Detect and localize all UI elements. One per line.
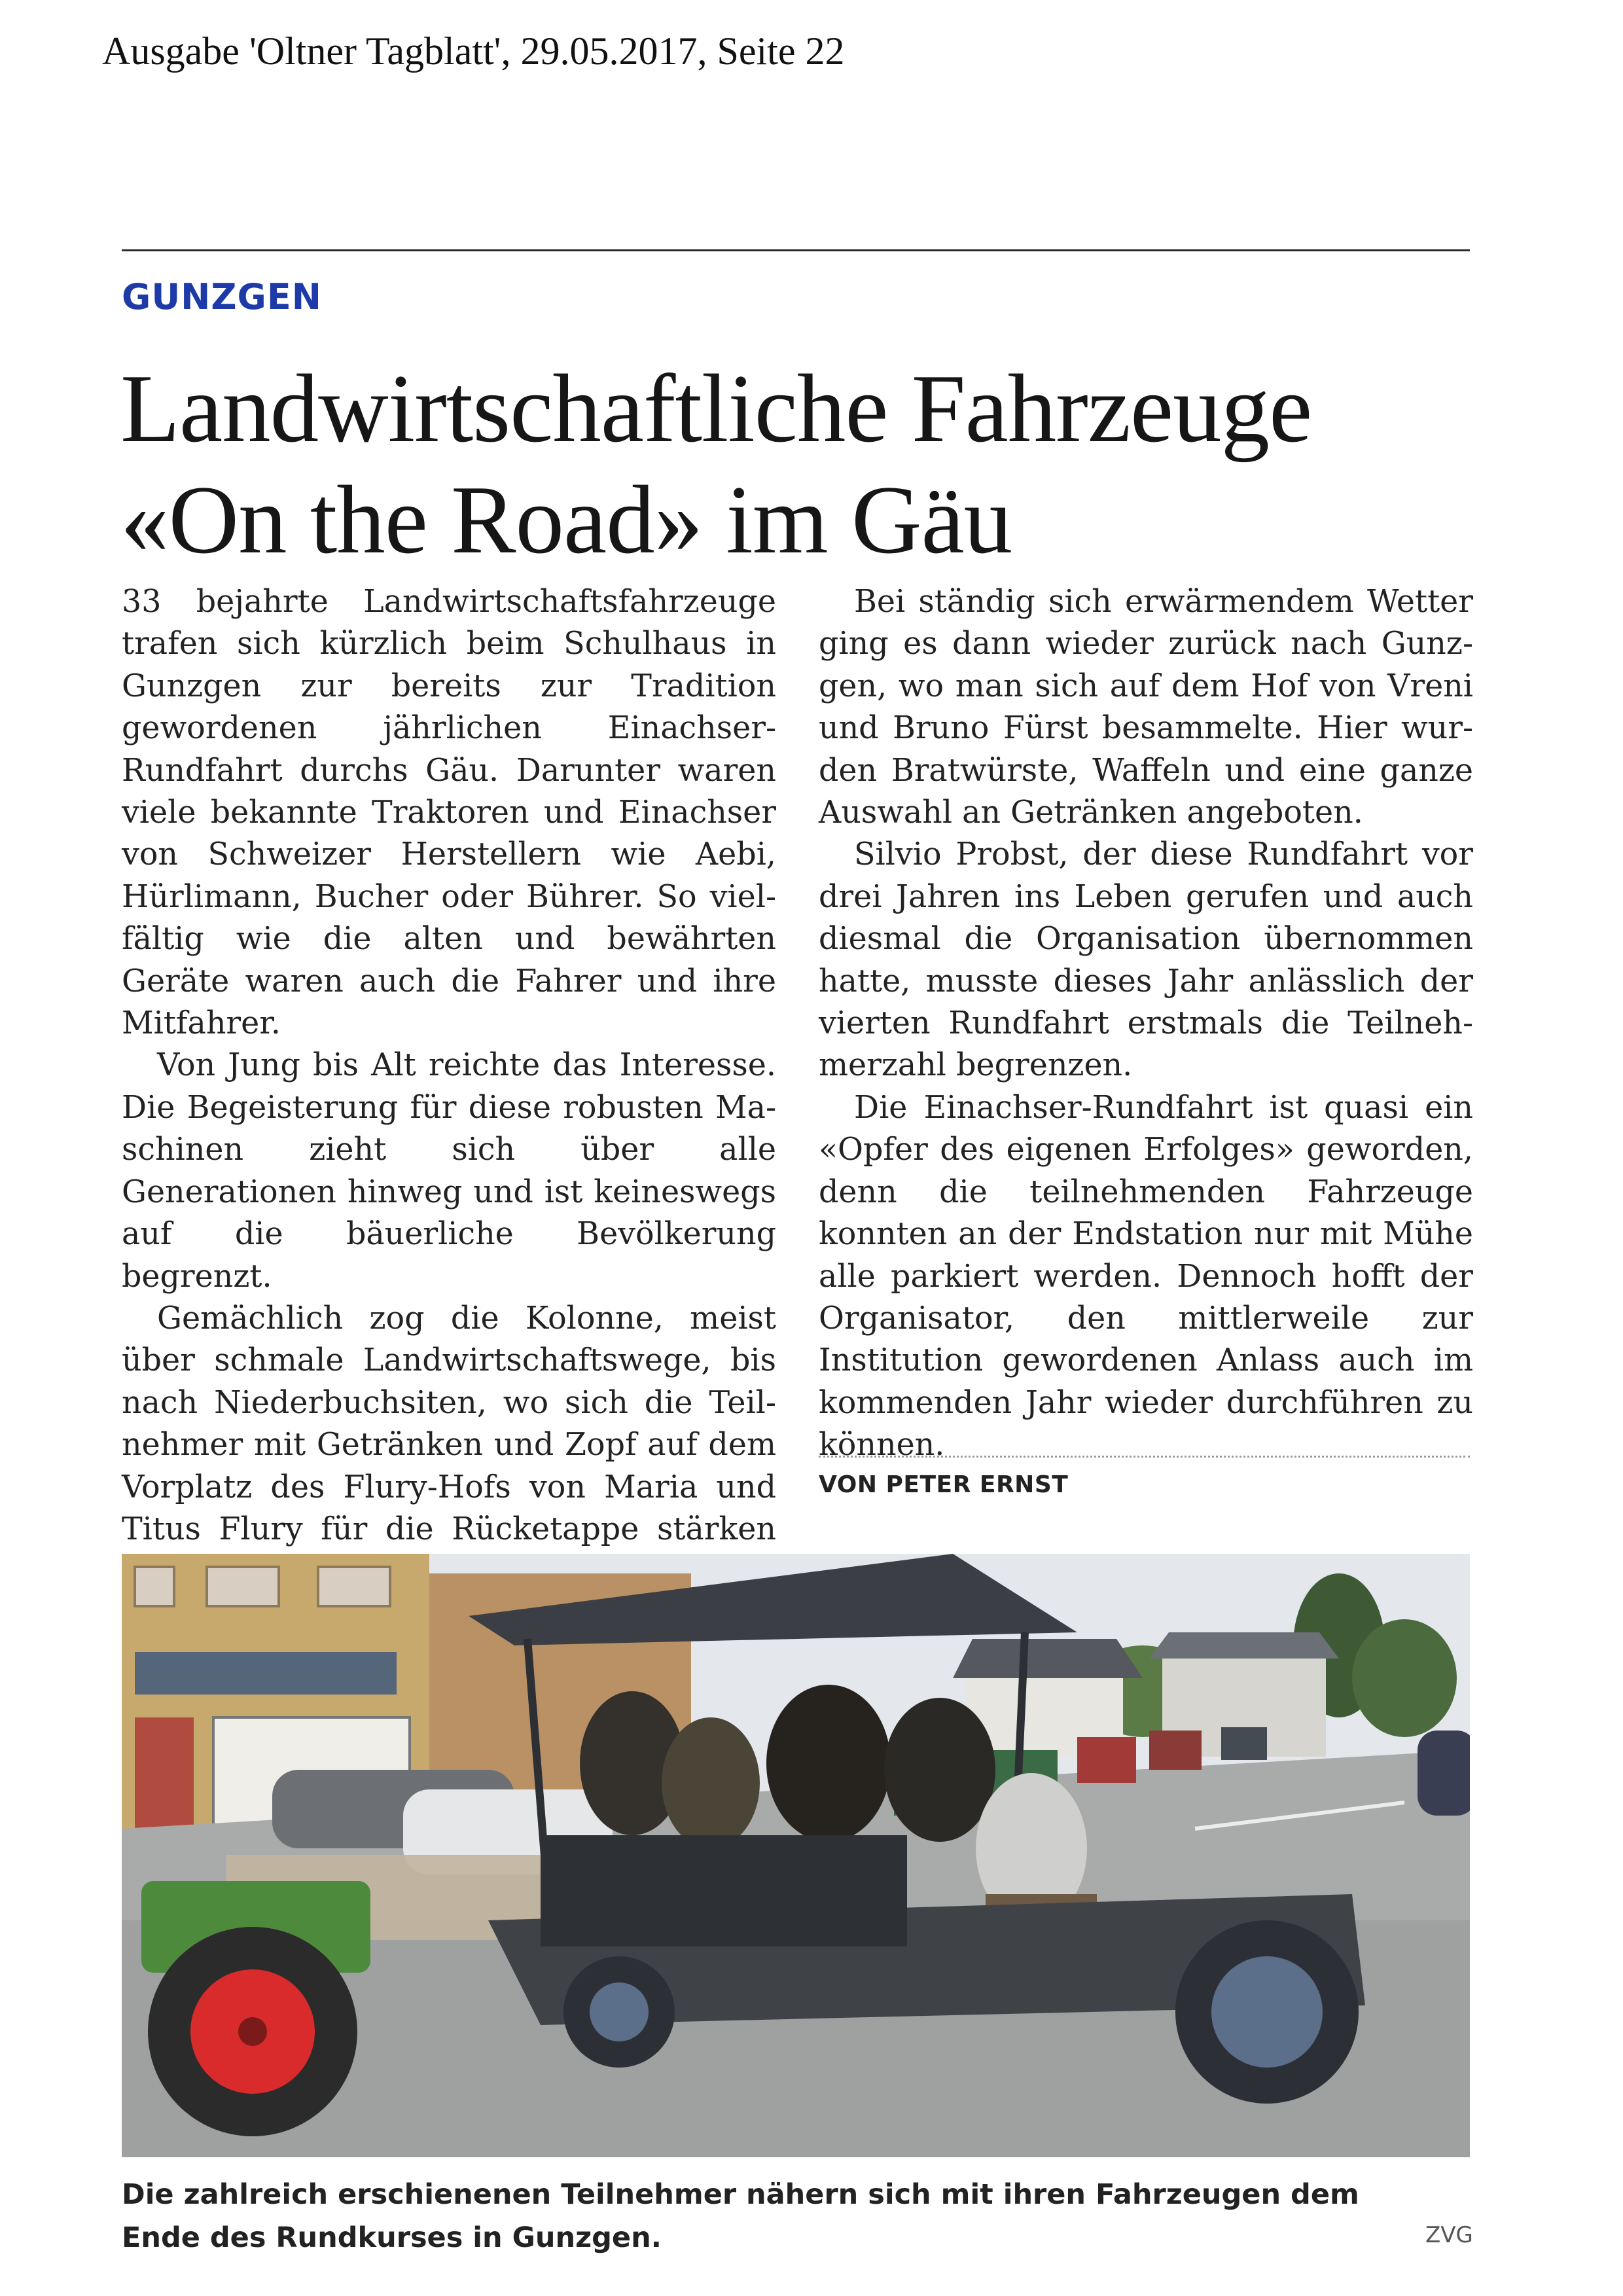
photo-house-roof [1149, 1632, 1339, 1659]
photo-caption: Die zahlreich erschienenen Teilnehmer nähern sich mit ihren Fahrzeugen dem Ende des Rundkurses in Gunzgen. [122, 2178, 1359, 2254]
photo-awning [135, 1652, 397, 1695]
article-column-right [819, 581, 1473, 1467]
paragraph: Silvio Probst, der diese Rundfahrt vor drei Jahren ins Leben gerufen und auch diesmal die Organisation übernommen hatte, musste dieses Jahr anlässlich der vierten Rundfahrt erstmals die Teilnehmerzahl begrenzen. [819, 836, 1473, 1084]
photo-tractor-parade [122, 1554, 1470, 2157]
paragraph: Bei ständig sich erwärmendem Wetter ging es dann wieder zurück nach Gunzgen, wo man sich auf dem Hof von Vreni und Bruno Fürst besammelte. Hier wurden Bratwürste, Waffeln und eine ganze Auswahl an Getränken angeboten. [819, 584, 1473, 831]
photo-passenger [884, 1698, 995, 1842]
author-byline: VON PETER ERNST [819, 1471, 1069, 1498]
headline [120, 353, 1495, 576]
photo-vehicle-bench [541, 1835, 907, 1946]
photo-tractor-distant [1221, 1727, 1267, 1760]
photo-tractor-distant [1149, 1731, 1202, 1770]
photo-shop-door [135, 1717, 194, 1835]
photo-vehicle-wheel-hub [1211, 1956, 1323, 2068]
top-rule [122, 249, 1470, 251]
paragraph: Gemächlich zog die Kolonne, meist über schmale Landwirtschaftswege, bis nach Niederbuchsiten, wo sich die Teilnehmer mit Getränken und Zopf auf dem Vorplatz des Flury-Hofs von Maria und Titus Flury für die Rücketappe stärken [122, 1300, 776, 1547]
photo-house-roof [953, 1639, 1143, 1678]
edition-source-line: Ausgabe 'Oltner Tagblatt', 29.05.2017, Seite 22 [102, 29, 845, 73]
location-kicker: GUNZGEN [122, 276, 322, 317]
photo-tree [1352, 1619, 1457, 1737]
photo-passenger [662, 1717, 760, 1848]
headline-line-1: Landwirtschaftliche Fahrzeuge [120, 355, 1312, 463]
paragraph: 33 bejahrte Landwirtschaftsfahrzeuge trafen sich kürzlich beim Schulhaus in Gunzgen zur bereits zur Tradition gewordenen jährlichen Einachser-Rundfahrt durchs Gäu. Darunter waren viele bekannte Traktoren und Einachser von Schweizer Herstellern wie Aebi, Hürlimann, Bucher oder Bührer. So vielfältig wie die alten und bewährten Geräte waren auch die Fahrer und ihre Mitfahrer. [122, 584, 776, 1042]
article-column-left [122, 581, 776, 1593]
photo-tractor-distant [1077, 1737, 1136, 1783]
photo-passenger [766, 1685, 891, 1842]
author-divider [819, 1456, 1470, 1458]
photo-window [207, 1567, 279, 1606]
paragraph: Die Einachser-Rundfahrt ist quasi ein «Opfer des eigenen Erfolges» geworden, denn die teilnehmenden Fahrzeuge konnten an der Endstation nur mit Mühe alle parkiert werden. Dennoch hofft der Organisator, den mittlerweile zur Institution gewordenen Anlass auch im kommenden Jahr wieder durchführen zu können. [819, 1089, 1473, 1463]
photo-parked-car [1418, 1731, 1470, 1816]
headline-line-2: «On the Road» im Gäu [120, 466, 1012, 574]
photo-credit: ZVG [1425, 2222, 1473, 2248]
photo-vehicle-wheel-hub [590, 1982, 649, 2041]
photo-tractor-hub-center [238, 2017, 267, 2046]
paragraph: Von Jung bis Alt reichte das Interesse. Die Begeisterung für diese robusten Maschinen zieht sich über alle Generationen hinweg und ist keineswegs auf die bäuerliche Bevölkerung begrenzt. [122, 1047, 776, 1295]
photo-window [135, 1567, 174, 1606]
photo-window [318, 1567, 390, 1606]
